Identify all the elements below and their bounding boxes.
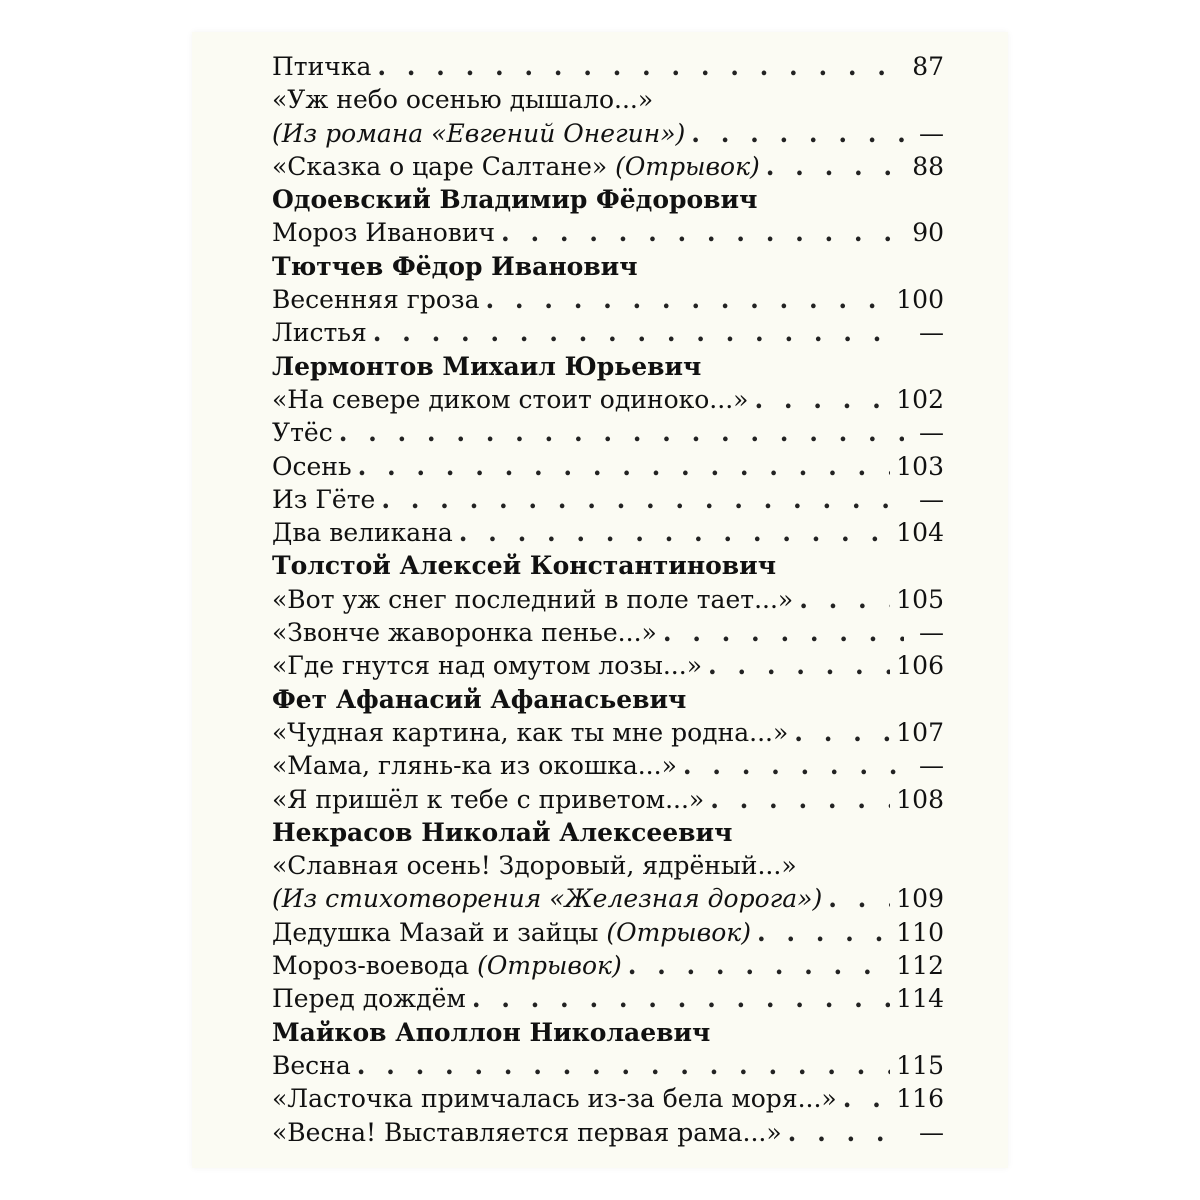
author-name: Тютчев Фёдор Иванович [272, 251, 638, 281]
toc-entry [272, 483, 944, 516]
entry-title: Два великана [272, 518, 453, 548]
page-number: 105 [896, 584, 944, 614]
entry-title-note: (Отрывок) [615, 151, 760, 181]
table-of-contents [272, 50, 944, 1149]
entry-title: «На севере диком стоит одиноко...» [272, 384, 749, 414]
author-name: Майков Аполлон Николаевич [272, 1017, 711, 1047]
toc-entry [272, 1116, 944, 1149]
page-number: — [919, 751, 944, 781]
entry-title: Утёс [272, 418, 333, 448]
entry-title: Птичка [272, 52, 372, 81]
entry-title: «Мама, глянь-ка из окошка...» [272, 751, 677, 781]
page-number: 110 [896, 917, 944, 947]
toc-entry [272, 716, 944, 749]
toc-entry [272, 982, 944, 1015]
toc-author-heading [272, 1016, 944, 1049]
toc-author-heading [272, 549, 944, 582]
entry-title: Перед дождём [272, 984, 466, 1014]
toc-entry [272, 416, 944, 449]
author-name: Толстой Алексей Константинович [272, 551, 777, 581]
entry-title: Мороз Иванович [272, 218, 496, 248]
page-number: 103 [896, 451, 944, 481]
author-name: Лермонтов Михаил Юрьевич [272, 351, 702, 381]
page-number: 108 [896, 784, 944, 814]
page-number: — [919, 484, 944, 514]
toc-entry [272, 516, 944, 549]
author-name: Одоевский Владимир Фёдорович [272, 185, 758, 215]
dot-leader [754, 383, 890, 416]
page-number: 114 [896, 984, 944, 1014]
toc-entry [272, 316, 944, 349]
toc-entry [272, 450, 944, 483]
toc-entry [272, 283, 944, 316]
toc-entry [272, 50, 944, 83]
page-number: 115 [896, 1050, 944, 1080]
toc-entry [272, 1049, 944, 1082]
toc-entry [272, 849, 944, 882]
toc-author-heading [272, 816, 944, 849]
dot-leader [628, 949, 891, 982]
entry-title: Листья [272, 318, 367, 348]
dot-leader [485, 283, 890, 316]
toc-entry [272, 949, 944, 982]
dot-leader [501, 216, 904, 249]
toc-entry [272, 916, 944, 949]
entry-title: Дедушка Мазай и зайцы [272, 917, 599, 947]
toc-entry [272, 83, 944, 116]
entry-title: (Из романа «Евгений Онегин») [272, 118, 686, 148]
toc-entry [272, 117, 944, 150]
toc-author-heading [272, 183, 944, 216]
entry-title: «Весна! Выставляется первая рама...» [272, 1117, 782, 1147]
entry-title: Весенняя гроза [272, 285, 480, 315]
dot-leader [757, 916, 890, 949]
dot-leader [683, 749, 904, 782]
page-number: 116 [896, 1084, 944, 1114]
page-number: — [919, 618, 944, 648]
entry-title: «Славная осень! Здоровый, ядрёный...» [272, 851, 797, 881]
page-number: 104 [896, 518, 944, 548]
toc-author-heading [272, 350, 944, 383]
entry-title: «Звонче жаворонка пенье...» [272, 618, 657, 648]
dot-leader [339, 416, 904, 449]
entry-title: «Сказка о царе Салтане» [272, 151, 608, 181]
dot-leader [663, 616, 904, 649]
entry-title-note: (Отрывок) [477, 951, 622, 981]
dot-leader [459, 516, 891, 549]
dot-leader [357, 1049, 891, 1082]
toc-entry [272, 383, 944, 416]
page-number: 102 [896, 384, 944, 414]
entry-title: «Чудная картина, как ты мне родна...» [272, 717, 789, 747]
entry-title: «Ласточка примчалась из-за бела моря...» [272, 1084, 837, 1114]
page-number: — [919, 118, 944, 148]
toc-entry [272, 882, 944, 915]
toc-entry [272, 583, 944, 616]
entry-title: Осень [272, 451, 352, 481]
page-number: — [919, 418, 944, 448]
page-number: — [919, 1117, 944, 1147]
dot-leader [828, 882, 890, 915]
toc-entry [272, 649, 944, 682]
toc-entry [272, 749, 944, 782]
dot-leader [373, 316, 904, 349]
page-number: 100 [896, 285, 944, 315]
toc-author-heading [272, 250, 944, 283]
page-number: 106 [896, 651, 944, 681]
toc-entry [272, 1082, 944, 1115]
dot-leader [377, 50, 904, 83]
dot-leader [691, 117, 904, 150]
toc-entry [272, 783, 944, 816]
entry-title: Мороз-воевода [272, 951, 470, 981]
entry-title: «Я пришёл к тебе с приветом...» [272, 784, 705, 814]
dot-leader [766, 150, 904, 183]
entry-title: «Где гнутся над омутом лозы...» [272, 651, 702, 681]
page-number: 109 [896, 884, 944, 914]
page-number: 107 [896, 717, 944, 747]
dot-leader [794, 716, 890, 749]
toc-entry [272, 216, 944, 249]
toc-author-heading [272, 683, 944, 716]
entry-title: «Уж небо осенью дышало...» [272, 85, 654, 115]
entry-title: Весна [272, 1050, 351, 1080]
dot-leader [843, 1082, 891, 1115]
toc-entry [272, 616, 944, 649]
page-number: 87 [912, 52, 944, 81]
entry-title: (Из стихотворения «Железная дорога») [272, 884, 823, 914]
page-number: 112 [896, 951, 944, 981]
entry-title-note: (Отрывок) [606, 917, 751, 947]
dot-leader [710, 783, 890, 816]
dot-leader [472, 982, 890, 1015]
page-number: 88 [912, 151, 944, 181]
page-number: 90 [912, 218, 944, 248]
entry-title: Из Гёте [272, 484, 376, 514]
dot-leader [708, 649, 890, 682]
author-name: Некрасов Николай Алексеевич [272, 817, 733, 847]
entry-title: «Вот уж снег последний в поле тает...» [272, 584, 794, 614]
page-number: — [919, 318, 944, 348]
dot-leader [799, 583, 890, 616]
author-name: Фет Афанасий Афанасьевич [272, 684, 687, 714]
dot-leader [788, 1116, 904, 1149]
dot-leader [381, 483, 904, 516]
dot-leader [358, 450, 891, 483]
toc-entry [272, 150, 944, 183]
